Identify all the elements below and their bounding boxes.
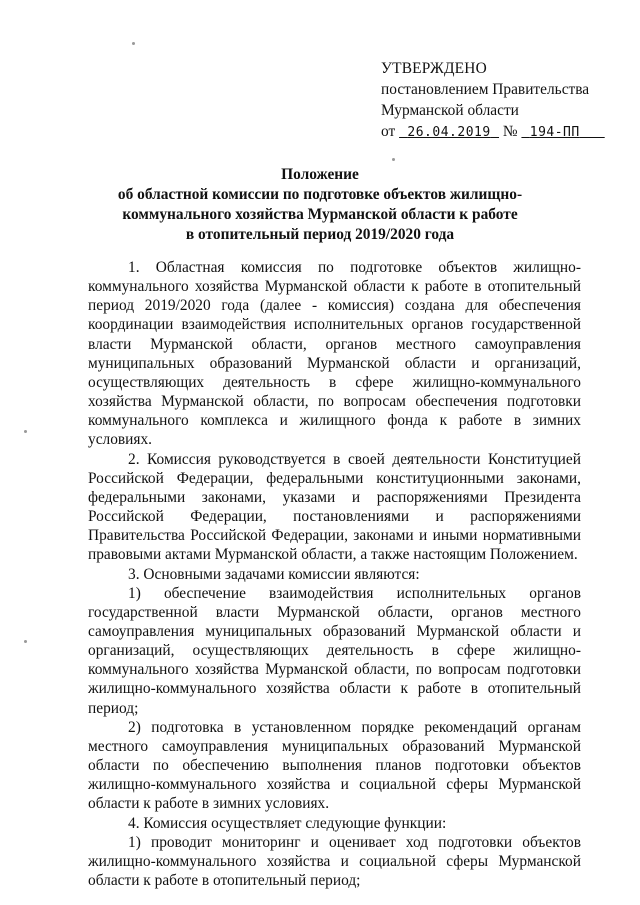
- approval-heading: УТВЕРЖДЕНО: [381, 60, 487, 77]
- paragraph-2: 2. Комиссия руководствуется в своей деятельности Конституцией Российской Федерации, федеральными конституционными законами, федеральными законами, указами и распоряжениями Президента Российской Федерации, постановлениями и распоряжениями Правительства Российской Федерации, законами и иными нормативными правовыми актами Мурманской области, а также настоящим Положением.: [88, 450, 581, 564]
- paragraph-3: 3. Основными задачами комиссии являются:: [128, 565, 420, 583]
- title-line-1: Положение: [281, 166, 359, 183]
- title-line-2: об областной комиссии по подготовке объектов жилищно-: [117, 186, 523, 203]
- document-title: [100, 165, 540, 245]
- paragraph-4: 4. Комиссия осуществляет следующие функции:: [128, 814, 447, 832]
- scan-speck: [132, 42, 135, 45]
- title-line-3: коммунального хозяйства Мурманской области к работе: [122, 206, 518, 223]
- title-line-4: в отопительный период 2019/2020 года: [185, 226, 455, 243]
- approval-line-2: Мурманской области: [381, 102, 519, 119]
- approval-date: 26.04.2019: [407, 125, 491, 140]
- scan-speck: [392, 158, 395, 161]
- number-sign: №: [502, 123, 518, 140]
- approval-line-1: постановлением Правительства: [381, 81, 590, 98]
- paragraph-1: 1. Областная комиссия по подготовке объектов жилищно-коммунального хозяйства Мурманской области к работе в отопительный период 2019/2020 года (далее - комиссия) создана для обеспечения координации взаимодействия исполнительных органов государственной власти Мурманской области, органов местного самоуправления муниципальных образований Мурманской области и организаций, осуществляющих деятельность в сфере жилищно-коммунального хозяйства Мурманской области, по вопросам обеспечения подготовки коммунального комплекса и жилищного фонда к работе в зимних условиях.: [88, 259, 581, 449]
- approval-block: [381, 58, 621, 143]
- scan-speck: [24, 640, 27, 643]
- paragraph-4-item-1: 1) проводит мониторинг и оценивает ход подготовки объектов жилищно-коммунального хозяйства и социальной сферы Мурманской области к работе в отопительный период;: [88, 833, 581, 889]
- approval-number: 194-ПП: [529, 125, 580, 140]
- paragraph-3-item-1: 1) обеспечение взаимодействия исполнительных органов государственной власти Мурманской области, органов местного самоуправления муниципальных образований Мурманской области и организаций, осуществляющих деятельность в сфере жилищно-коммунального хозяйства Мурманской области, по вопросам подготовки жилищно-коммунального хозяйства области к работе в отопительный период;: [88, 584, 581, 717]
- approval-dateline: [381, 121, 621, 143]
- date-prefix: от: [381, 123, 396, 140]
- document-body: [88, 258, 581, 890]
- scan-speck: [24, 430, 27, 433]
- paragraph-3-item-2: 2) подготовка в установленном порядке рекомендаций органам местного самоуправления муниципальных образований Мурманской области по обеспечению выполнения планов подготовки объектов жилищно-коммунального хозяйства и социальной сферы Мурманской области к работе в зимних условиях.: [88, 718, 581, 813]
